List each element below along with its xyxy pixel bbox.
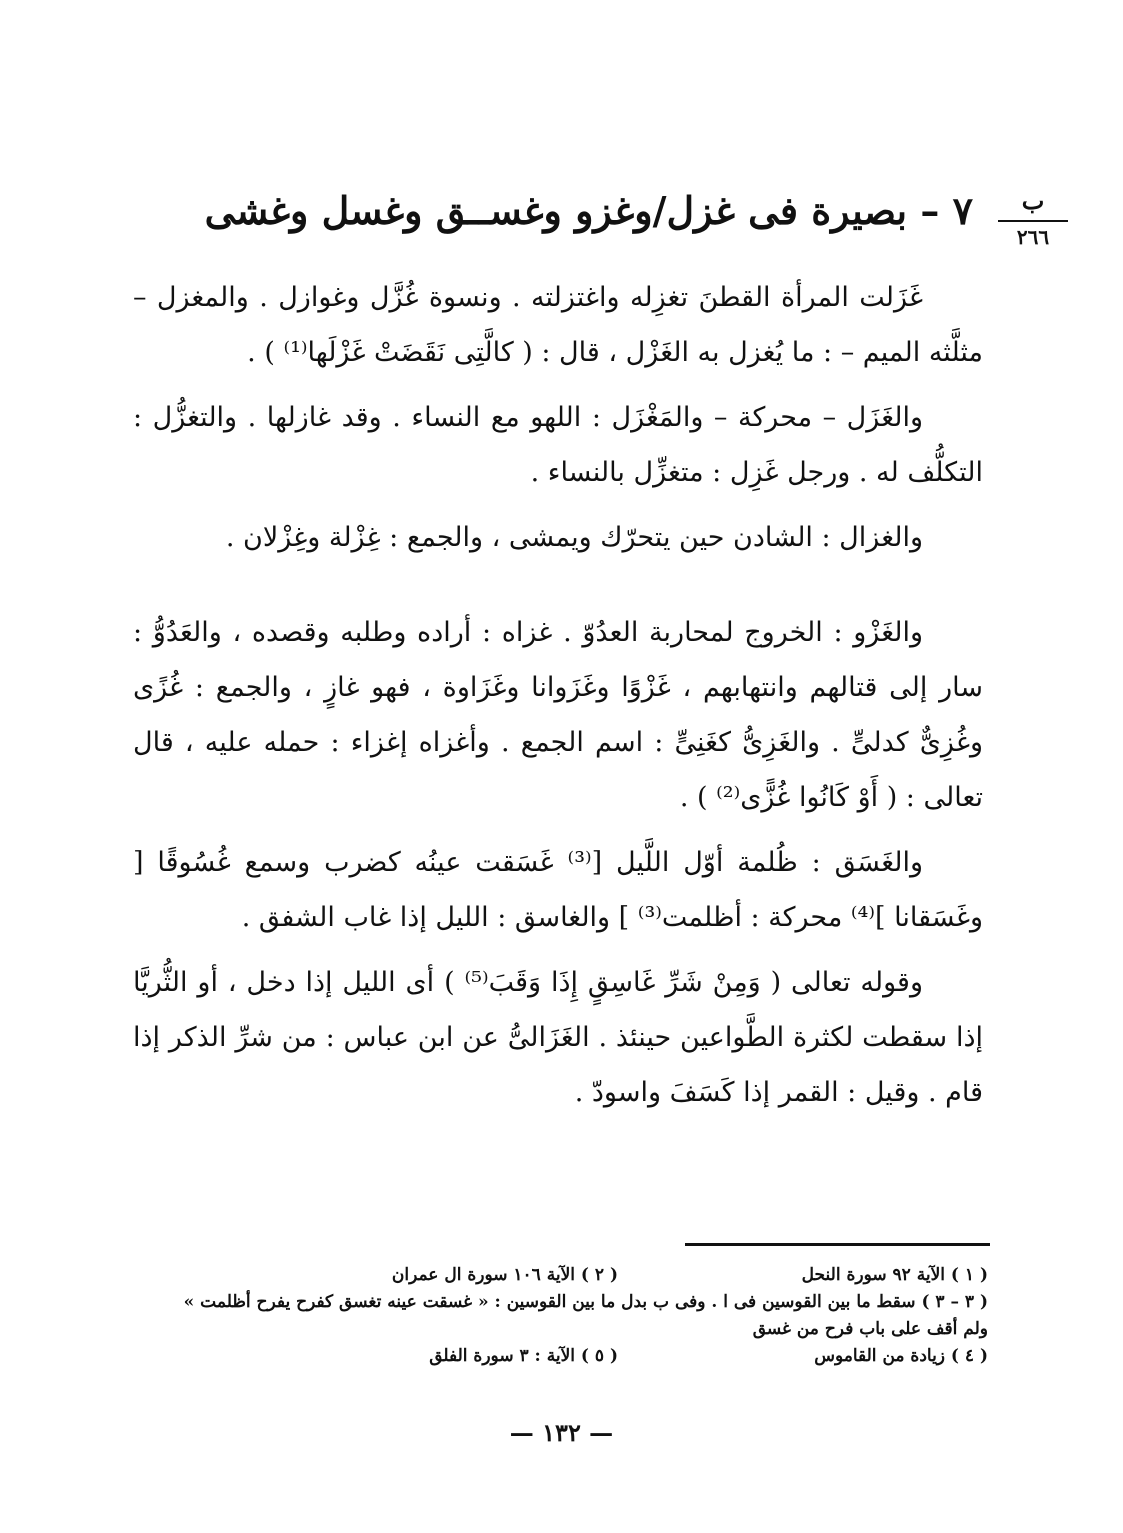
paragraph-ghazw: والغَزْو : الخروج لمحاربة العدُوّ . غزاه : أراده وطلبه وقصده ، والعَدُوُّ : سار إلى قتالهم وانتهابهم ، غَزْوًا وغَزَوانا وغَزَاوة ، فهو غازٍ ، والجمع : غُزًى وغُزِىٌّ كدلىٍّ . والغَزِىُّ كغَنِىٍّ : اسم الجمع . وأغزاه إغزاء : حمله عليه ، قال تعالى : ( أَوْ كَانُوا غُزًّى⁽²⁾ ) . <box>133 617 983 813</box>
footnote-2: ( ٢ ) الآية ١٠٦ سورة ال عمران <box>391 1265 618 1285</box>
footnote-5: ( ٥ ) الآية : ٣ سورة الفلق <box>429 1346 618 1366</box>
footnote-divider <box>685 1243 990 1246</box>
paragraph-ghasiq: وقوله تعالى ( وَمِنْ شَرِّ غَاسِقٍ إِذَا وَقَبَ⁽⁵⁾ ) أى الليل إذا دخل ، أو الثُّريَّا إذا سقطت لكثرة الطَّواعين حينئذ . الغَزَالىُّ عن ابن عباس : من شرِّ الذكر إذا قام . وقيل : القمر إذا كَسَفَ واسودّ . <box>133 967 983 1108</box>
paragraph-ghazl-1: غَزَلت المرأة القطنَ تغزِله واغتزلته . ونسوة غُزَّل وغوازل . والمغزل – مثلَّثه الميم – : ما يُغزل به الغَزْل ، قال : ( كالَّتِى نَقَضَتْ غَزْلَها⁽¹⁾ ) . <box>133 282 983 368</box>
footnote-4: ( ٤ ) زيادة من القاموس <box>814 1346 988 1366</box>
manuscript-page-number: ٢٦٦ <box>1016 225 1050 250</box>
paragraph-ghazl-2: والغَزَل – محركة – والمَغْزَل : اللهو مع النساء . وقد غازلها . والتغزُّل : التكلُّف له . ورجل غَزِل : متغزِّل بالنساء . <box>133 402 983 488</box>
manuscript-reference <box>998 188 1068 248</box>
footnote-1: ( ١ ) الآية ٩٢ سورة النحل <box>801 1265 988 1285</box>
manuscript-folio: ب <box>998 188 1068 222</box>
footnote-row <box>133 1262 988 1289</box>
paragraph-ghasaq: والغَسَق : ظُلمة أوّل اللَّيل [⁽³⁾ غَسَقت عينُه كضرب وسمع غُسُوقًا [ وغَسَقانا ]⁽⁴⁾ محركة : أظلمت⁽³⁾ ] والغاسق : الليل إذا غاب الشفق . <box>133 847 983 933</box>
footnote-3-continued: ولم أقف على باب فرح من غسق <box>752 1319 988 1339</box>
footnote-3: ( ٣ – ٣ ) سقط ما بين القوسين فى ا . وفى ب بدل ما بين القوسين : « غسقت عينه تغسق كفرح يفرح أظلمت » <box>183 1292 988 1312</box>
footnote-row <box>133 1343 988 1370</box>
page-number: — ١٣٢ — <box>509 1418 614 1447</box>
body-text <box>133 270 983 1130</box>
paragraph-ghazal-3: والغزال : الشادن حين يتحرّك ويمشى ، والجمع : غِزْلة وغِزْلان . <box>225 522 923 553</box>
section-heading: ٧ – بصيرة فى غزل/وغزو وغســق وغسل وغشى <box>204 188 973 233</box>
footnotes <box>133 1262 988 1370</box>
